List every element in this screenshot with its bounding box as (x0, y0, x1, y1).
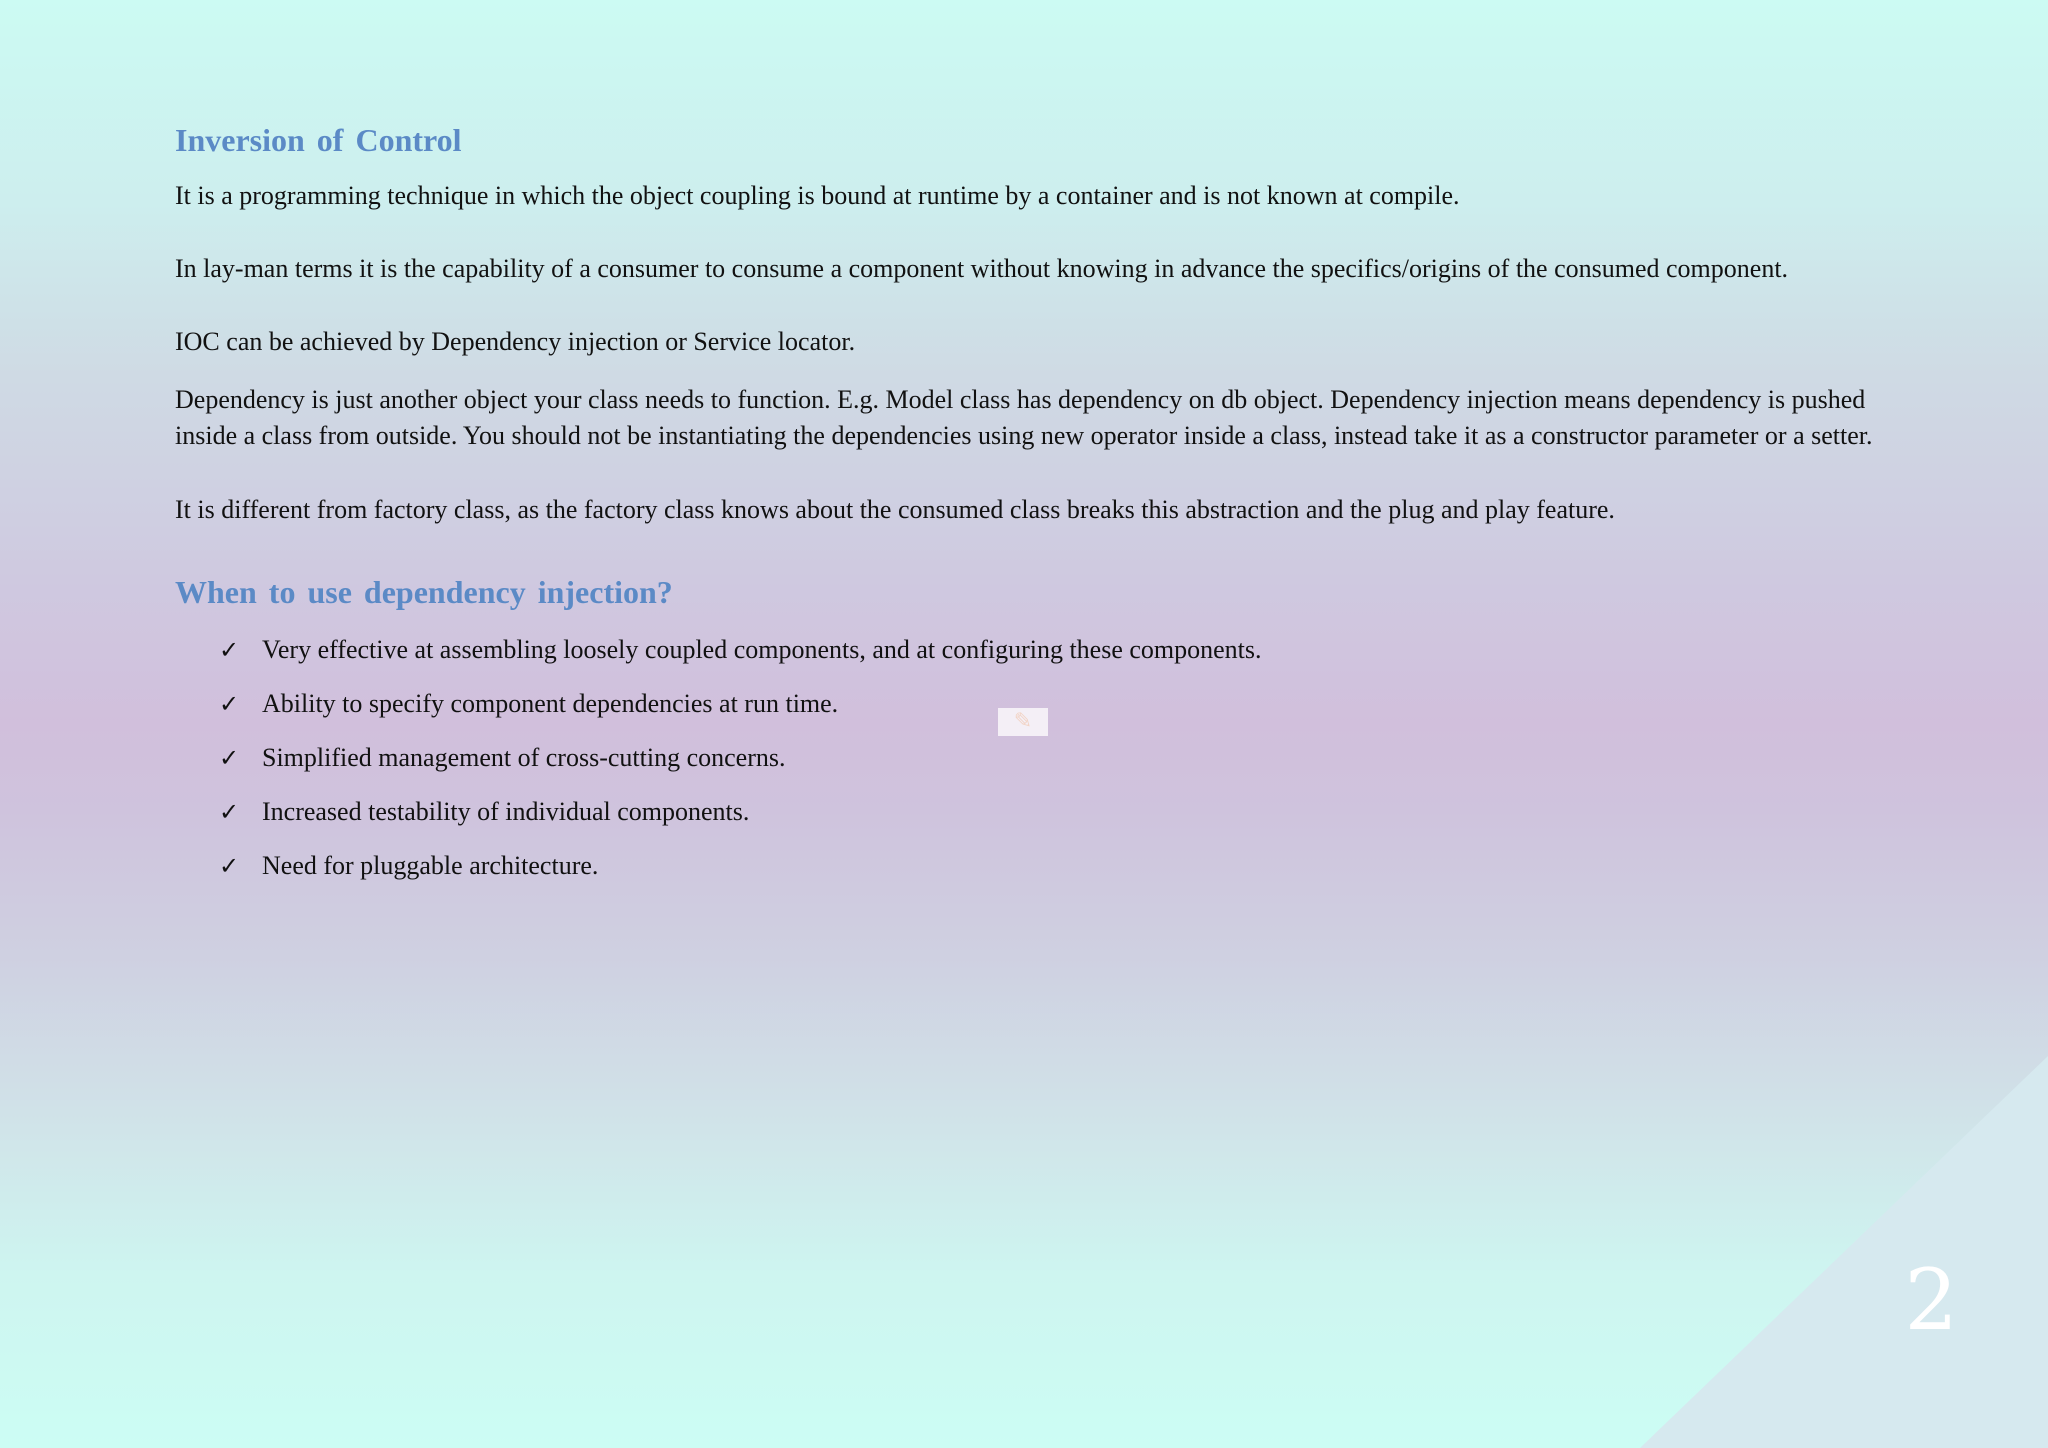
paragraph-factory-difference: It is different from factory class, as the factory class knows about the consumed class breaks this abstraction and the plug and play feature. (175, 495, 1615, 524)
checkmark-icon: ✓ (219, 636, 240, 664)
checkmark-icon: ✓ (219, 690, 240, 718)
page-number: 2 (1904, 1251, 1958, 1349)
checkmark-icon: ✓ (219, 744, 240, 772)
list-item-text: Increased testability of individual components. (262, 797, 750, 826)
benefits-list (175, 632, 1875, 884)
list-item (219, 740, 1875, 776)
list-item (219, 632, 1875, 668)
heading-when-to-use: When to use dependency injection? (175, 574, 673, 610)
paragraph-layman-terms: In lay-man terms it is the capability of a consumer to consume a component without knowing in advance the specifics/origins of the consumed component. (175, 254, 1789, 283)
document-body (175, 118, 1875, 902)
heading-inversion-of-control: Inversion of Control (175, 122, 462, 158)
corner-decoration (1640, 1056, 2048, 1448)
list-item-text: Need for pluggable architecture. (262, 851, 599, 880)
list-item-text: Ability to specify component dependencies at run time. (262, 689, 839, 718)
paragraph-definition: It is a programming technique in which the object coupling is bound at runtime by a container and is not known at compile. (175, 181, 1460, 210)
pencil-icon[interactable]: ✎ (998, 708, 1048, 736)
checkmark-icon: ✓ (219, 798, 240, 826)
paragraph-dependency: Dependency is just another object your class needs to function. E.g. Model class has dependency on db object. Dependency injection means dependency is pushed inside a class from outside. You should not be instantiating the dependencies using new operator inside a class, instead take it as a constructor parameter or a setter. (175, 385, 1873, 450)
list-item-text: Simplified management of cross-cutting concerns. (262, 743, 786, 772)
checkmark-icon: ✓ (219, 852, 240, 880)
list-item (219, 848, 1875, 884)
list-item-text: Very effective at assembling loosely coupled components, and at configuring these components. (262, 635, 1262, 664)
paragraph-ioc-methods: IOC can be achieved by Dependency injection or Service locator. (175, 327, 856, 356)
list-item (219, 794, 1875, 830)
